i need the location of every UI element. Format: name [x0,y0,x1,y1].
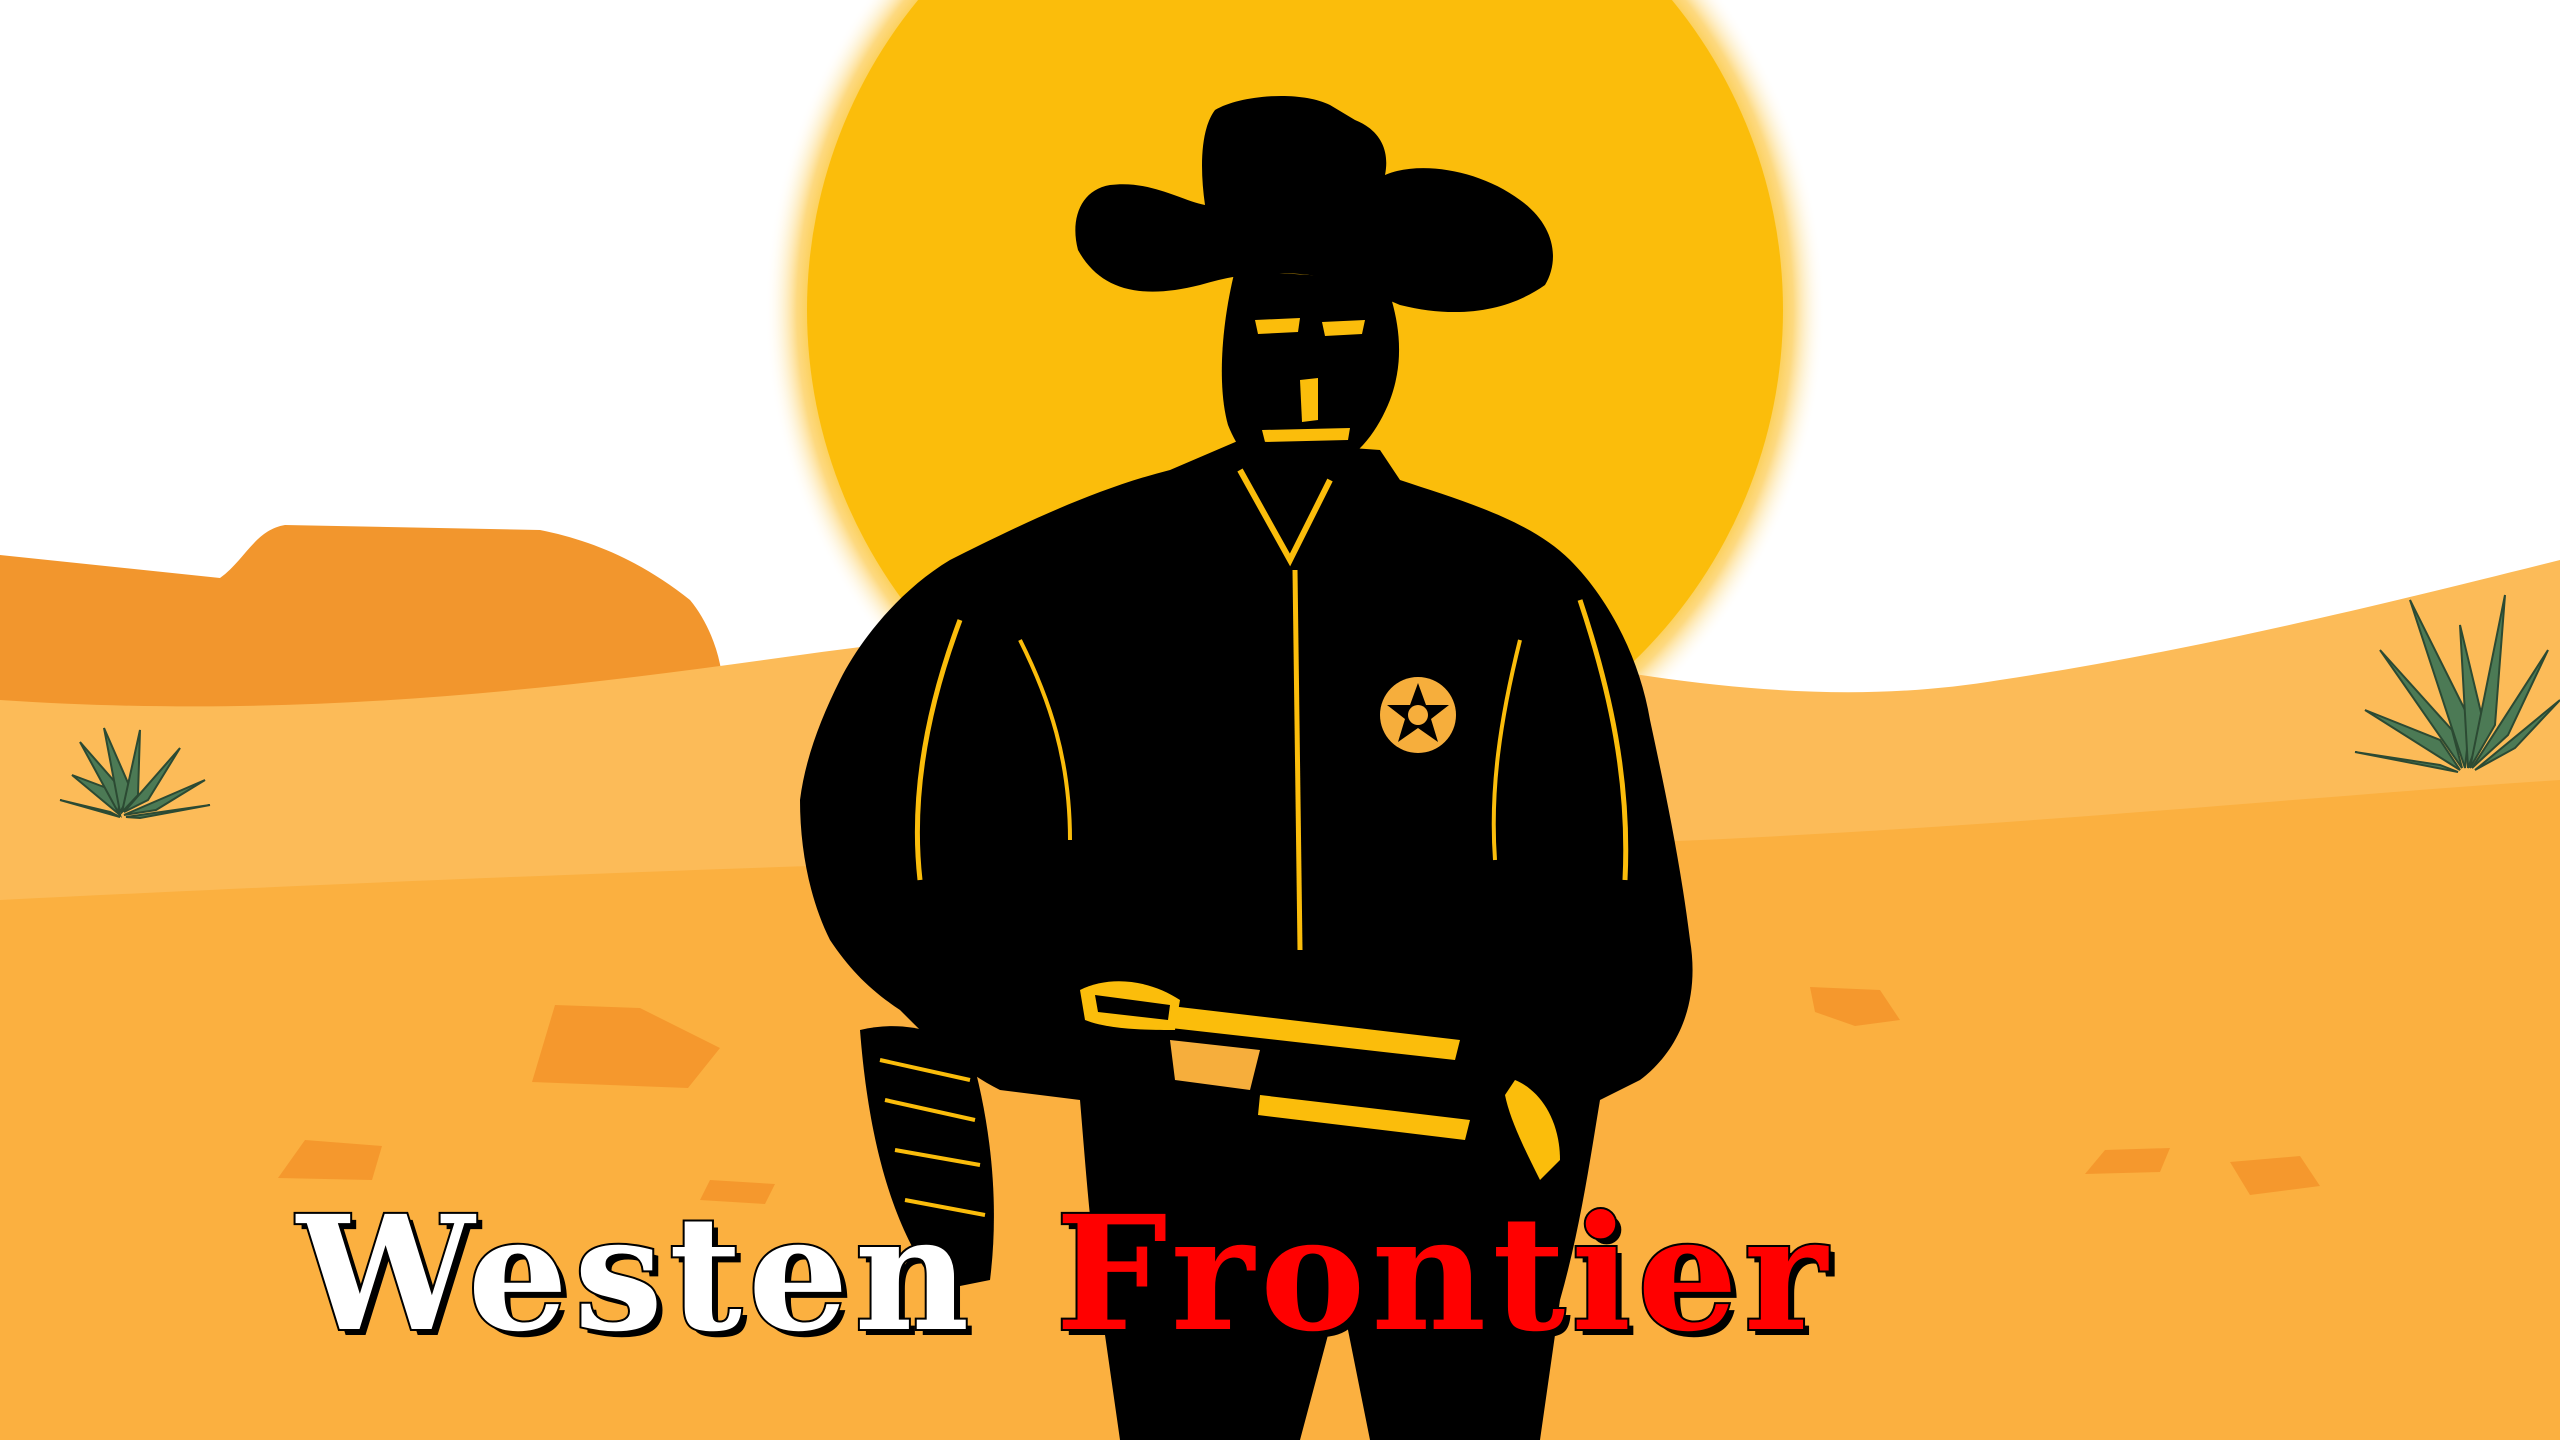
game-title [0,1175,2560,1375]
title-word-westen: Westen [296,1182,976,1367]
sheriff-star-badge-icon [1380,677,1456,753]
title-word-frontier: Frontier [1055,1182,1834,1367]
